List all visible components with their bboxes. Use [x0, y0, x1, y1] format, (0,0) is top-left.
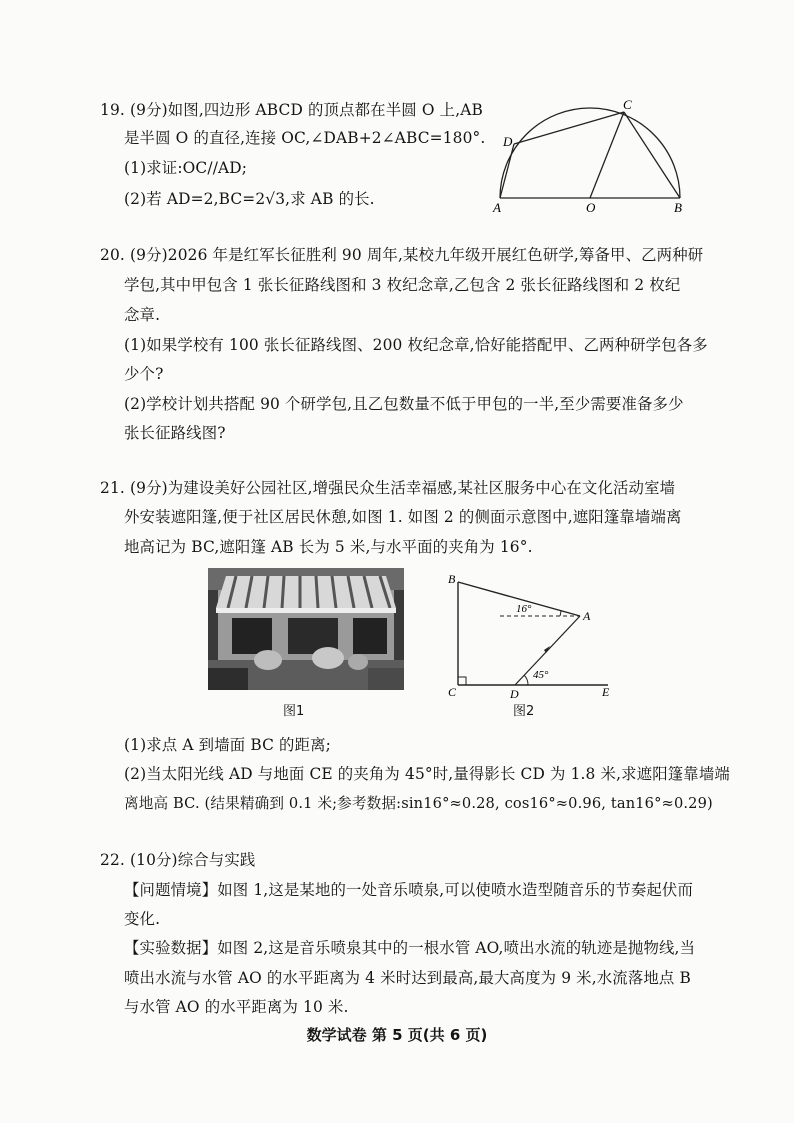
q22-line-6: 与水管 AO 的水平距离为 10 米.: [124, 998, 349, 1016]
q19-line-2: 是半圆 O 的直径,连接 OC,∠DAB+2∠ABC=180°.: [124, 129, 486, 147]
q21-line-3: 地高记为 BC,遮阳篷 AB 长为 5 米,与水平面的夹角为 16°.: [124, 538, 533, 556]
awning-photo: [208, 568, 404, 690]
q19-line-3: (1)求证:OC//AD;: [124, 159, 248, 177]
fig2-label-a: A: [583, 609, 591, 623]
q22-line-3: 变化.: [124, 910, 161, 928]
fig2-angle-45: 45°: [533, 669, 549, 681]
awning-diagram: [440, 570, 625, 705]
q21-sub-3: 离地高 BC. (结果精确到 0.1 米;参考数据:sin16°≈0.28, cos16°≈0.96, tan16°≈0.29): [124, 795, 713, 812]
fig2-angle-16: 16°: [516, 603, 532, 615]
q21-sub-1: (1)求点 A 到墙面 BC 的距离;: [124, 736, 332, 754]
q21-line-2: 外安装遮阳篷,便于社区居民休憩,如图 1. 如图 2 的侧面示意图中,遮阳篷靠墙端离: [124, 508, 682, 526]
q22-line-4: 【实验数据】如图 2,这是音乐喷泉其中的一根水管 AO,喷出水流的轨迹是抛物线,当: [124, 939, 696, 957]
q20-line-4: (1)如果学校有 100 张长征路线图、200 枚纪念章,恰好能搭配甲、乙两种研学包各多: [124, 336, 708, 354]
q21-sub-2: (2)当太阳光线 AD 与地面 CE 的夹角为 45°时,量得影长 CD 为 1.8 米,求遮阳篷靠墙端: [124, 765, 730, 783]
q20-line-2: 学包,其中甲包含 1 张长征路线图和 3 枚纪念章,乙包含 2 张长征路线图和 2 枚纪: [124, 276, 681, 294]
fig2-label-b: B: [448, 572, 456, 586]
page-footer: 数学试卷 第 5 页(共 6 页): [306, 1026, 488, 1044]
q20-line-7: 张长征路线图?: [124, 424, 226, 442]
q20-line-6: (2)学校计划共搭配 90 个研学包,且乙包数量不低于甲包的一半,至少需要准备多少: [124, 395, 684, 413]
q20-line-1: 20. (9分)2026 年是红军长征胜利 90 周年,某校九年级开展红色研学,筹备甲、乙两种研: [100, 246, 704, 264]
fig2-label-e: E: [602, 685, 610, 699]
fig2-label-d: D: [510, 687, 519, 701]
q19-line-4: (2)若 AD=2,BC=2√3,求 AB 的长.: [124, 190, 375, 208]
q22-line-2: 【问题情境】如图 1,这是某地的一处音乐喷泉,可以使喷水造型随音乐的节奏起伏而: [124, 881, 693, 899]
label-c: C: [623, 97, 632, 112]
label-b: B: [674, 200, 682, 215]
q19-line-1: 19. (9分)如图,四边形 ABCD 的顶点都在半圆 O 上,AB: [100, 101, 483, 119]
fig2-caption: 图2: [513, 704, 535, 719]
q20-line-5: 少个?: [124, 365, 164, 383]
q20-line-3: 念章.: [124, 306, 161, 324]
label-d: D: [503, 134, 513, 149]
label-o: O: [586, 200, 596, 215]
semicircle-figure: [490, 96, 690, 218]
fig1-caption: 图1: [283, 704, 305, 719]
q21-line-1: 21. (9分)为建设美好公园社区,增强民众生活幸福感,某社区服务中心在文化活动室墙: [100, 479, 676, 497]
label-a: A: [493, 200, 501, 215]
q22-line-1: 22. (10分)综合与实践: [100, 851, 256, 869]
fig2-label-c: C: [448, 685, 457, 699]
q22-line-5: 喷出水流与水管 AO 的水平距离为 4 米时达到最高,最大高度为 9 米,水流落地点 B: [124, 969, 691, 987]
